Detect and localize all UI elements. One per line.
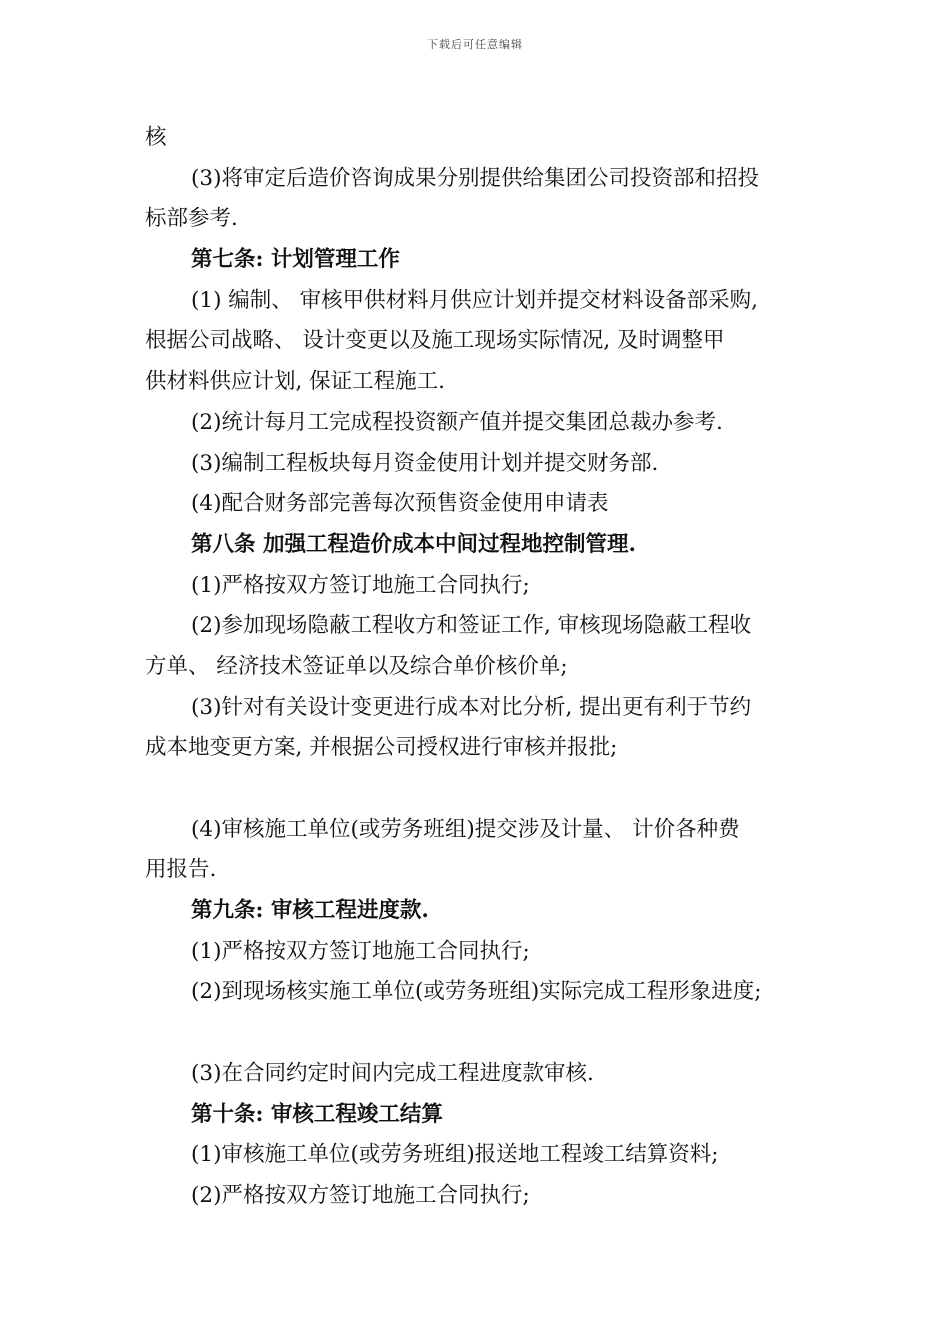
article-heading: 第十条: 审核工程竣工结算 xyxy=(191,1101,443,1127)
body-text-line: (1)审核施工单位(或劳务班组)报送地工程竣工结算资料; xyxy=(191,1142,719,1168)
body-text-line: (2)参加现场隐蔽工程收方和签证工作, 审核现场隐蔽工程收 xyxy=(191,613,752,639)
document-body xyxy=(145,118,825,1217)
body-text-line: 成本地变更方案, 并根据公司授权进行审核并报批; xyxy=(145,735,618,761)
body-text-line: (2)统计每月工完成程投资额产值并提交集团总裁办参考. xyxy=(191,409,723,435)
body-text-line: 方单、 经济技术签证单以及综合单价核价单; xyxy=(145,653,568,679)
body-text-line: (3)针对有关设计变更进行成本对比分析, 提出更有利于节约 xyxy=(191,694,752,720)
body-text-line: 用报告. xyxy=(145,857,217,883)
article-heading: 第八条 加强工程造价成本中间过程地控制管理. xyxy=(191,531,636,557)
body-text-line: (2)到现场核实施工单位(或劳务班组)实际完成工程形象进度; xyxy=(191,979,762,1005)
body-text-line: (1) 编制、 审核甲供材料月供应计划并提交材料设备部采购, xyxy=(191,287,758,313)
body-text-line: (3)将审定后造价咨询成果分别提供给集团公司投资部和招投 xyxy=(191,165,759,191)
body-text-line: (3)在合同约定时间内完成工程进度款审核. xyxy=(191,1060,594,1086)
body-text-line: (3)编制工程板块每月资金使用计划并提交财务部. xyxy=(191,450,659,476)
article-heading: 第七条: 计划管理工作 xyxy=(191,247,400,273)
body-text-line: 核 xyxy=(145,125,167,150)
article-heading: 第九条: 审核工程进度款. xyxy=(191,898,429,924)
body-text-line: (2)严格按双方签订地施工合同执行; xyxy=(191,1182,530,1208)
paragraph-gap xyxy=(145,769,825,810)
body-text-line: (4)配合财务部完善每次预售资金使用申请表 xyxy=(191,491,609,517)
body-text-line: 供材料供应计划, 保证工程施工. xyxy=(145,369,446,395)
body-text-line: (1)严格按双方签订地施工合同执行; xyxy=(191,938,530,964)
body-text-line: 根据公司战略、 设计变更以及施工现场实际情况, 及时调整甲 xyxy=(145,328,725,354)
page-header: 下载后可任意编辑 xyxy=(427,38,523,51)
body-text-line: 标部参考. xyxy=(145,206,238,232)
paragraph-gap xyxy=(145,1013,825,1054)
body-text-line: (4)审核施工单位(或劳务班组)提交涉及计量、 计价各种费 xyxy=(191,816,740,842)
body-text-line: (1)严格按双方签订地施工合同执行; xyxy=(191,572,530,598)
